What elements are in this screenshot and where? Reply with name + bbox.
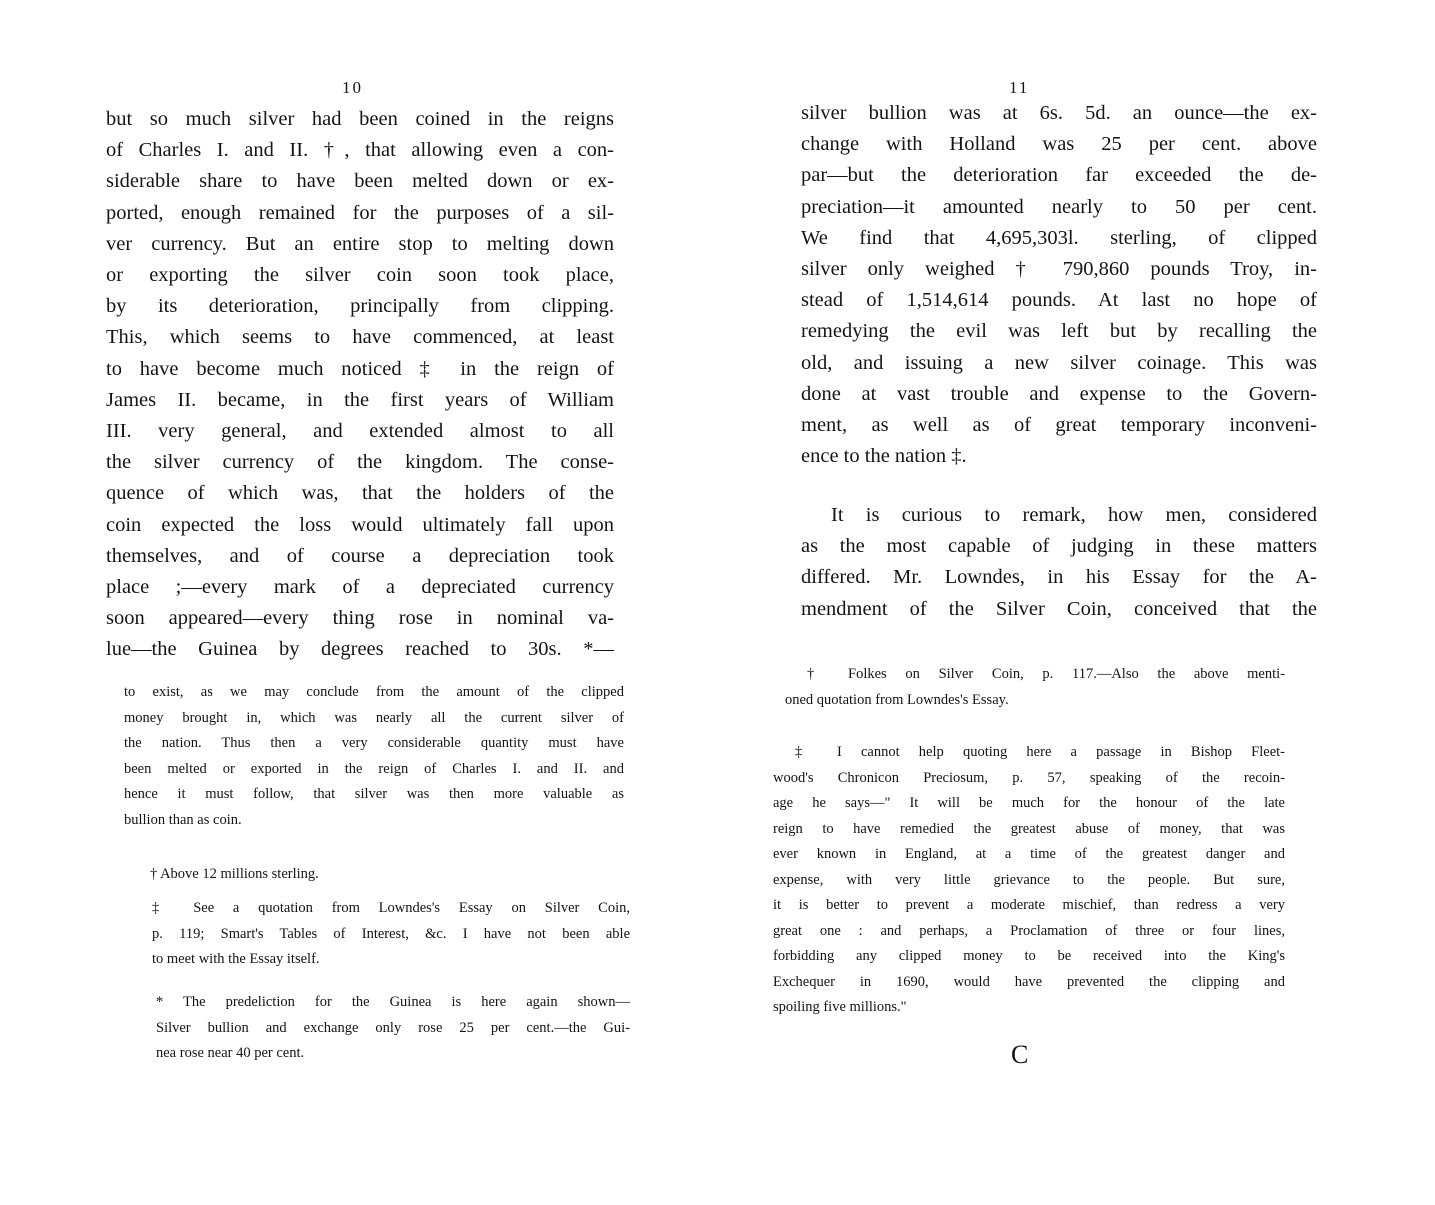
footnote-line: p. 119; Smart's Tables of Interest, &c. I have not been able xyxy=(152,925,630,942)
footnote-line: to meet with the Essay itself. xyxy=(152,951,320,967)
main-text-paragraph-1 xyxy=(801,98,1317,472)
footnote-line: nea rose near 40 per cent. xyxy=(156,1045,305,1061)
footnote-line: the nation. Thus then a very considerable quantity must have xyxy=(124,735,624,751)
footnote-line: ‡ I cannot help quoting here a passage in Bishop Fleet- xyxy=(795,744,1285,760)
text-line: ence to the nation ‡. xyxy=(801,445,967,468)
footnote-line: wood's Chronicon Preciosum, p. 57, speaking of the recoin- xyxy=(773,769,1285,786)
footnote-line: ever known in England, at a time of the greatest danger and xyxy=(773,846,1285,862)
text-line: silver only weighed † 790,860 pounds Troy, in- xyxy=(801,258,1317,281)
text-line: done at vast trouble and expense to the Govern- xyxy=(801,382,1317,405)
footnote-line: to exist, as we may conclude from the amount of the clipped xyxy=(124,684,624,700)
text-line: James II. became, in the first years of William xyxy=(106,388,614,411)
text-line: soon appeared—every thing rose in nominal va- xyxy=(106,607,614,630)
footnote-line: † Folkes on Silver Coin, p. 117.—Also the above menti- xyxy=(807,666,1285,682)
text-line: III. very general, and extended almost to all xyxy=(106,420,614,443)
footnote-line: it is better to prevent a moderate mischief, than redress a very xyxy=(773,897,1285,913)
text-line: place ;—every mark of a depreciated currency xyxy=(106,576,614,599)
text-line: quence of which was, that the holders of the xyxy=(106,482,614,505)
footnote-continued xyxy=(124,680,624,833)
text-line: change with Holland was 25 per cent. above xyxy=(801,133,1317,156)
footnote-line: hence it must follow, that silver was then more valuable as xyxy=(124,786,624,802)
text-line: but so much silver had been coined in the reigns xyxy=(106,108,614,130)
text-line: by its deterioration, principally from clipping. xyxy=(106,295,614,318)
left-page xyxy=(0,0,717,1205)
page-number: 10 xyxy=(342,78,363,97)
footnote-line: ‡ See a quotation from Lowndes's Essay on Silver Coin, xyxy=(152,900,630,916)
footnote-line: money brought in, which was nearly all the current silver of xyxy=(124,709,624,726)
text-line: themselves, and of course a depreciation took xyxy=(106,544,614,567)
footnote-double-dagger xyxy=(132,896,630,973)
text-line: ver currency. But an entire stop to melting down xyxy=(106,232,614,255)
footnote-line: expense, with very little grievance to the people. But sure, xyxy=(773,871,1285,888)
page-number: 11 xyxy=(1009,78,1030,97)
footnote-line: great one : and perhaps, a Proclamation of three or four lines, xyxy=(773,922,1285,939)
text-line: ment, as well as of great temporary inconveni- xyxy=(801,414,1317,437)
footnote-line: been melted or exported in the reign of Charles I. and II. and xyxy=(124,760,624,777)
text-line: stead of 1,514,614 pounds. At last no hope of xyxy=(801,289,1317,312)
footnote-line: age he says—" It will be much for the honour of the late xyxy=(773,795,1285,811)
footnote-line: spoiling five millions." xyxy=(773,999,907,1015)
text-line: old, and issuing a new silver coinage. This was xyxy=(801,351,1317,374)
footnote-dagger: † Above 12 millions sterling. xyxy=(150,866,319,882)
main-text-left xyxy=(106,104,614,666)
text-line: coin expected the loss would ultimately fall upon xyxy=(106,513,614,536)
text-line: or exporting the silver coin soon took place, xyxy=(106,264,614,287)
footnote-line: oned quotation from Lowndes's Essay. xyxy=(785,691,1009,708)
text-line: the silver currency of the kingdom. The conse- xyxy=(106,451,614,474)
footnote-line: reign to have remedied the greatest abuse of money, that was xyxy=(773,820,1285,837)
footnote-asterisk xyxy=(136,990,630,1067)
text-line: to have become much noticed ‡ in the reign of xyxy=(106,357,614,380)
footnote-line: Silver bullion and exchange only rose 25 per cent.—the Gui- xyxy=(156,1019,630,1036)
text-line: remedying the evil was left but by recalling the xyxy=(801,320,1317,343)
main-text-paragraph-2 xyxy=(801,500,1317,625)
text-line: preciation—it amounted nearly to 50 per cent. xyxy=(801,195,1317,218)
text-line: differed. Mr. Lowndes, in his Essay for the A- xyxy=(801,566,1317,589)
signature-mark: C xyxy=(1011,1040,1029,1069)
footnote-line: bullion than as coin. xyxy=(124,811,242,828)
text-line: siderable share to have been melted down or ex- xyxy=(106,170,614,193)
text-line: par—but the deterioration far exceeded the de- xyxy=(801,164,1317,187)
footnote-line: forbidding any clipped money to be received into the King's xyxy=(773,948,1285,964)
footnote-line: * The predeliction for the Guinea is here again shown— xyxy=(156,994,630,1010)
text-line: It is curious to remark, how men, considered xyxy=(831,504,1317,526)
text-line: This, which seems to have commenced, at least xyxy=(106,326,614,349)
text-line: mendment of the Silver Coin, conceived that the xyxy=(801,597,1317,620)
text-line: of Charles I. and II. †, that allowing even a con- xyxy=(106,139,614,162)
text-line: as the most capable of judging in these matters xyxy=(801,535,1317,558)
footnote-double-dagger xyxy=(773,740,1285,1021)
footnote-dagger xyxy=(785,662,1285,713)
text-line: We find that 4,695,303l. sterling, of clipped xyxy=(801,226,1317,249)
text-line: lue—the Guinea by degrees reached to 30s. *— xyxy=(106,638,614,661)
right-page xyxy=(717,0,1435,1205)
footnote-line: Exchequer in 1690, would have prevented the clipping and xyxy=(773,973,1285,990)
text-line: silver bullion was at 6s. 5d. an ounce—the ex- xyxy=(801,102,1317,124)
text-line: ported, enough remained for the purposes of a sil- xyxy=(106,201,614,224)
